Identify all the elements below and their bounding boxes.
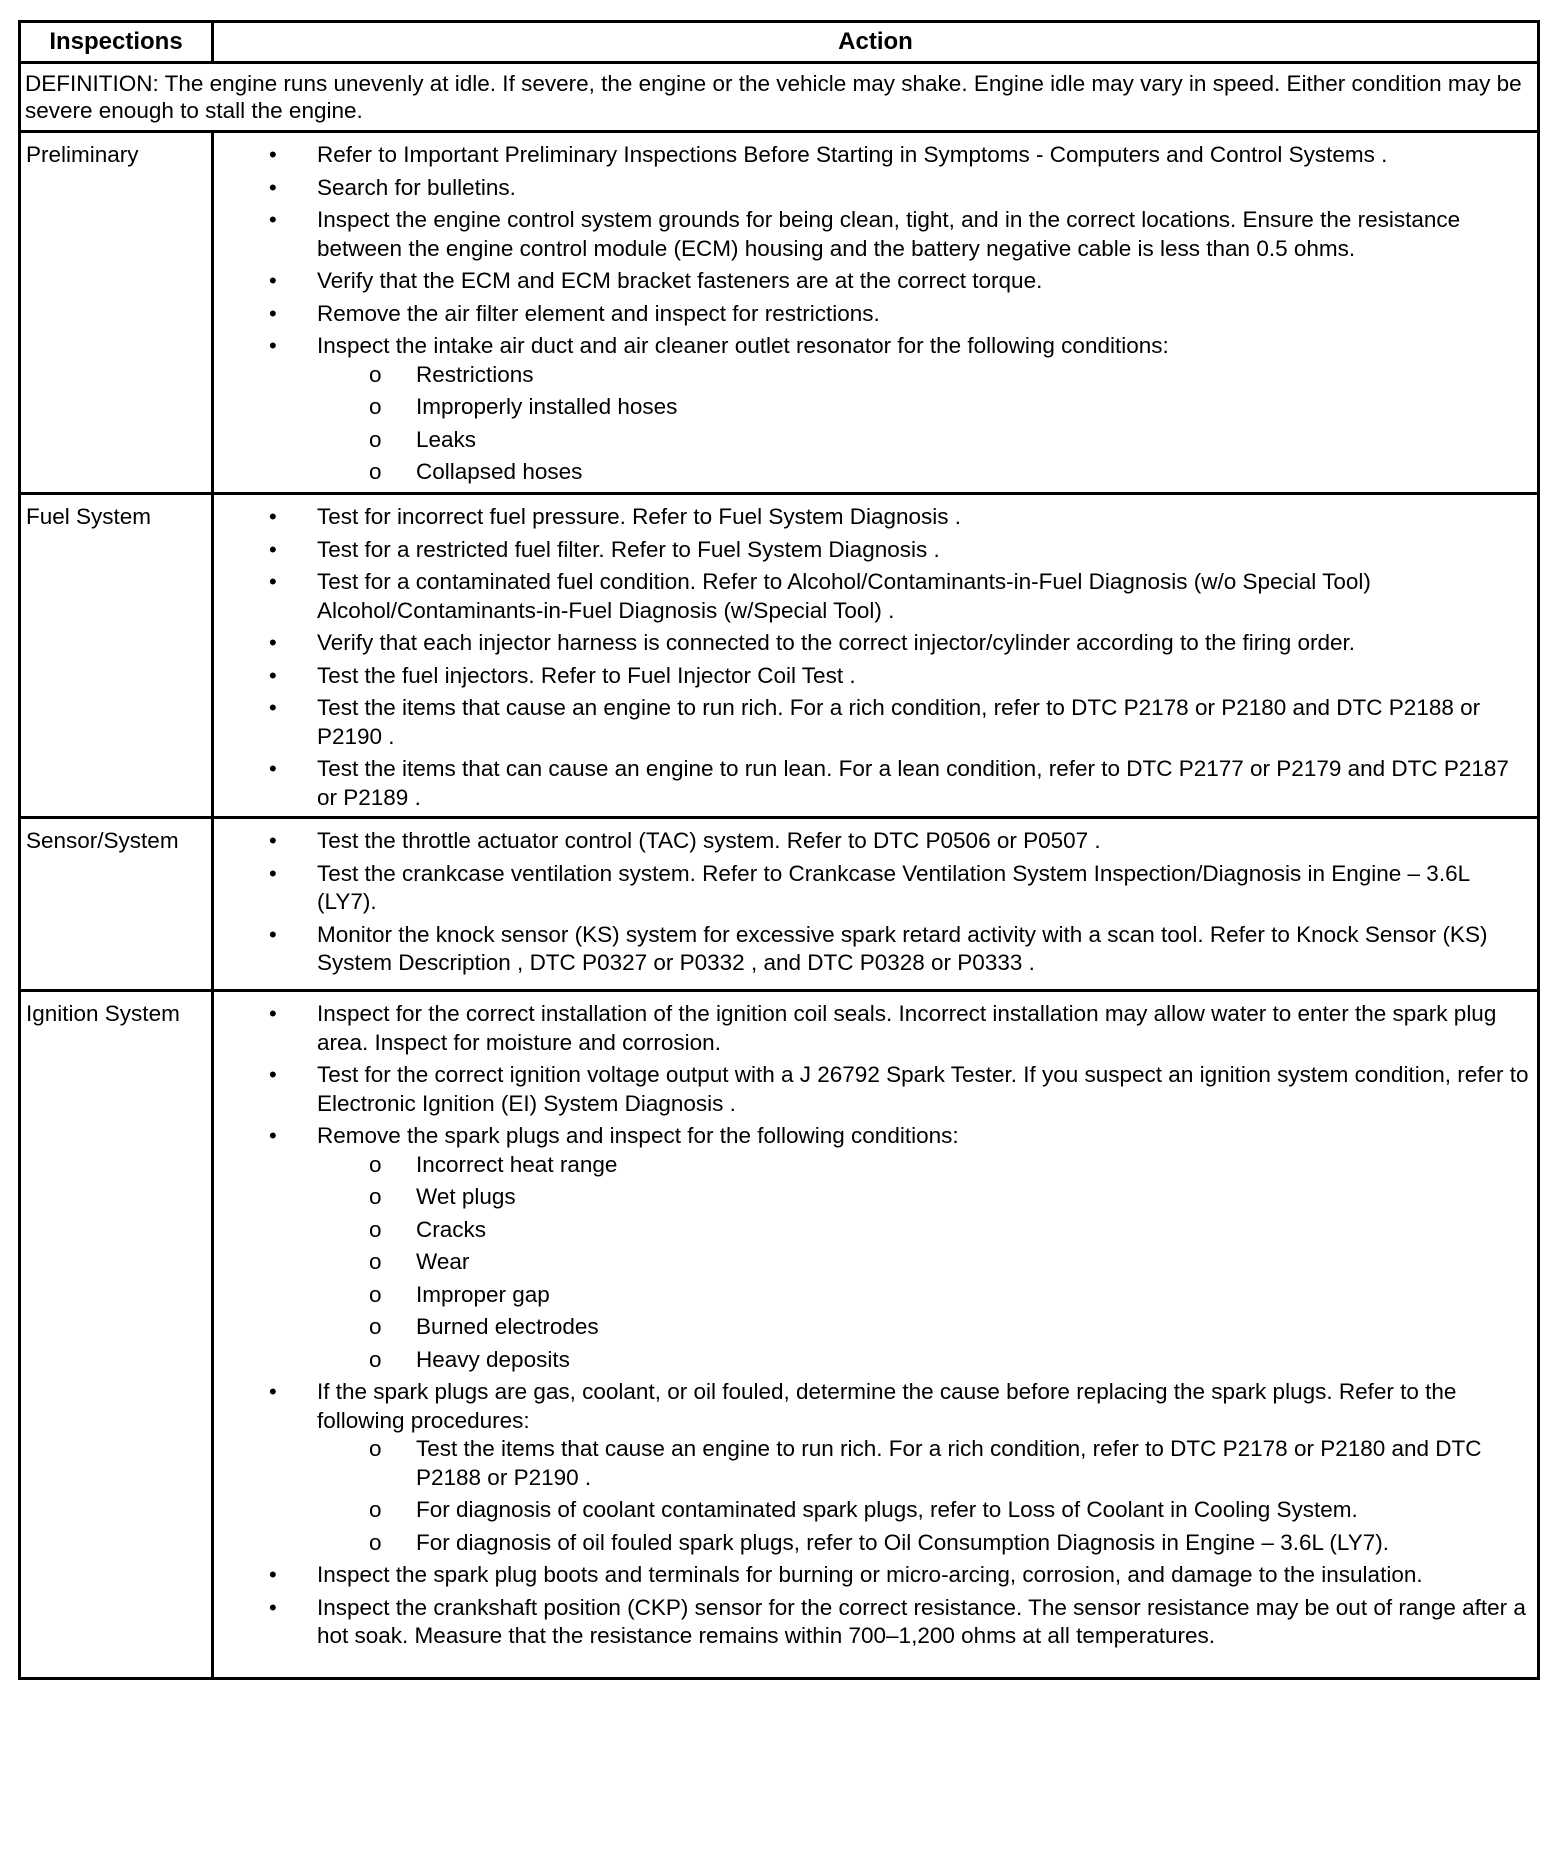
action-item bbox=[214, 662, 1529, 691]
section-actions bbox=[213, 132, 1539, 494]
action-item bbox=[214, 174, 1529, 203]
sub-list bbox=[317, 361, 1529, 487]
action-item bbox=[214, 300, 1529, 329]
action-item bbox=[214, 1378, 1529, 1557]
diagnostic-table bbox=[18, 20, 1540, 1680]
action-item-text: Monitor the knock sensor (KS) system for excessive spark retard activity with a scan tool. Refer to Knock Sensor (KS) System Description , DTC P0327 or P0332 , and DTC P0328 or P0333 . bbox=[317, 921, 1488, 975]
definition-row bbox=[20, 63, 1539, 132]
action-item-text: Test for a restricted fuel filter. Refer to Fuel System Diagnosis . bbox=[317, 536, 940, 562]
table-row bbox=[20, 818, 1539, 991]
action-list bbox=[214, 133, 1537, 487]
action-item-text: Inspect the crankshaft position (CKP) sensor for the correct resistance. The sensor resistance may be out of range after a hot soak. Measure that the resistance remains within 700–1,200 ohms at all temperatures. bbox=[317, 1594, 1526, 1648]
action-item bbox=[214, 827, 1529, 856]
action-item-text: Inspect the spark plug boots and terminals for burning or micro-arcing, corrosion, and damage to the insulation. bbox=[317, 1562, 1423, 1587]
action-item-text: Test for a contaminated fuel condition. Refer to Alcohol/Contaminants-in-Fuel Diagnosis (w/o Special Tool) Alcohol/Contaminants-in-Fuel Diagnosis (w/Special Tool) . bbox=[317, 569, 1371, 623]
action-item bbox=[214, 536, 1529, 565]
action-item bbox=[214, 1000, 1529, 1057]
action-item bbox=[214, 694, 1529, 751]
action-item-text: Verify that the ECM and ECM bracket fasteners are at the correct torque. bbox=[317, 268, 1043, 293]
action-item bbox=[214, 629, 1529, 658]
sub-item: o Improper gap bbox=[317, 1281, 1529, 1310]
sub-item: o Improperly installed hoses bbox=[317, 393, 1529, 422]
action-item-text: Inspect for the correct installation of the ignition coil seals. Incorrect installation may allow water to enter the spark plug area. Inspect for moisture and corrosion. bbox=[317, 1001, 1497, 1055]
sub-item: o Burned electrodes bbox=[317, 1313, 1529, 1342]
action-item bbox=[214, 141, 1529, 170]
sub-item: o Restrictions bbox=[317, 361, 1529, 390]
action-item-text: Remove the spark plugs and inspect for the following conditions: bbox=[317, 1123, 959, 1148]
sub-item: o Cracks bbox=[317, 1216, 1529, 1245]
section-label: Sensor/System bbox=[20, 818, 213, 991]
sub-item: o Wear bbox=[317, 1248, 1529, 1277]
action-item-text: Test the items that can cause an engine to run lean. For a lean condition, refer to DTC P2177 or P2179 and DTC P2187 or P2189 . bbox=[317, 756, 1509, 810]
definition-text: DEFINITION: The engine runs unevenly at idle. If severe, the engine or the vehicle may shake. Engine idle may vary in speed. Either condition may be severe enough to stall the engine. bbox=[20, 63, 1539, 132]
table-row bbox=[20, 132, 1539, 494]
sub-item: o Collapsed hoses bbox=[317, 458, 1529, 487]
action-item bbox=[214, 1122, 1529, 1374]
action-item-text: Test the fuel injectors. Refer to Fuel Injector Coil Test . bbox=[317, 662, 856, 688]
sub-item: o For diagnosis of oil fouled spark plugs, refer to Oil Consumption Diagnosis in Engine – 3.6L (LY7). bbox=[317, 1529, 1529, 1558]
action-item-text: Test the crankcase ventilation system. Refer to Crankcase Ventilation System Inspection/Diagnosis in Engine – 3.6L (LY7). bbox=[317, 860, 1470, 914]
header-action: Action bbox=[213, 22, 1539, 63]
sub-item: o For diagnosis of coolant contaminated spark plugs, refer to Loss of Coolant in Cooling System. bbox=[317, 1496, 1529, 1525]
action-item bbox=[214, 755, 1529, 812]
sub-list bbox=[317, 1435, 1529, 1557]
sub-item: o Heavy deposits bbox=[317, 1346, 1529, 1375]
section-actions bbox=[213, 818, 1539, 991]
table-body bbox=[20, 63, 1539, 1679]
action-list bbox=[214, 992, 1537, 1651]
section-label: Fuel System bbox=[20, 494, 213, 818]
action-item-text: Inspect the intake air duct and air cleaner outlet resonator for the following conditions: bbox=[317, 333, 1169, 358]
action-item-text: Verify that each injector harness is connected to the correct injector/cylinder according to the firing order. bbox=[317, 630, 1356, 655]
sub-item: o Test the items that cause an engine to run rich. For a rich condition, refer to DTC P2178 or P2180 and DTC P2188 or P2190 . bbox=[317, 1435, 1529, 1492]
action-item bbox=[214, 206, 1529, 263]
action-item bbox=[214, 332, 1529, 487]
action-list bbox=[214, 819, 1537, 978]
action-item bbox=[214, 568, 1529, 625]
action-item bbox=[214, 1061, 1529, 1118]
action-item bbox=[214, 1561, 1529, 1590]
sub-list bbox=[317, 1151, 1529, 1375]
table-row bbox=[20, 991, 1539, 1679]
table-row bbox=[20, 494, 1539, 818]
sub-item: o Leaks bbox=[317, 426, 1529, 455]
action-item-text: Test for incorrect fuel pressure. Refer to Fuel System Diagnosis . bbox=[317, 504, 961, 529]
sub-item: o Wet plugs bbox=[317, 1183, 1529, 1212]
action-item bbox=[214, 860, 1529, 917]
section-label: Preliminary bbox=[20, 132, 213, 494]
action-item-text: Search for bulletins. bbox=[317, 174, 516, 200]
action-list bbox=[214, 495, 1537, 812]
action-item-text: Test the items that cause an engine to run rich. For a rich condition, refer to DTC P2178 or P2180 and DTC P2188 or P2190 . bbox=[317, 695, 1481, 749]
action-item-text: Inspect the engine control system grounds for being clean, tight, and in the correct locations. Ensure the resistance between the engine control module (ECM) housing and the battery negative cable is less than 0.5 ohms. bbox=[317, 207, 1461, 261]
action-item-text: Refer to Important Preliminary Inspections Before Starting in Symptoms - Computers and Control Systems . bbox=[317, 142, 1388, 167]
diagnostic-table-sheet bbox=[18, 20, 1540, 1680]
action-item-text: Remove the air filter element and inspect for restrictions. bbox=[317, 300, 880, 326]
section-actions bbox=[213, 494, 1539, 818]
section-actions bbox=[213, 991, 1539, 1679]
header-row bbox=[20, 22, 1539, 63]
action-item bbox=[214, 921, 1529, 978]
action-item bbox=[214, 1594, 1529, 1651]
action-item bbox=[214, 267, 1529, 296]
action-item-text: Test the throttle actuator control (TAC) system. Refer to DTC P0506 or P0507 . bbox=[317, 828, 1101, 853]
header-inspections: Inspections bbox=[20, 22, 213, 63]
action-item bbox=[214, 503, 1529, 532]
sub-item: o Incorrect heat range bbox=[317, 1151, 1529, 1180]
action-item-text: Test for the correct ignition voltage output with a J 26792 Spark Tester. If you suspect an ignition system condition, refer to Electronic Ignition (EI) System Diagnosis . bbox=[317, 1062, 1529, 1116]
section-label: Ignition System bbox=[20, 991, 213, 1679]
action-item-text: If the spark plugs are gas, coolant, or oil fouled, determine the cause before replacing the spark plugs. Refer to the following procedures: bbox=[317, 1379, 1457, 1433]
